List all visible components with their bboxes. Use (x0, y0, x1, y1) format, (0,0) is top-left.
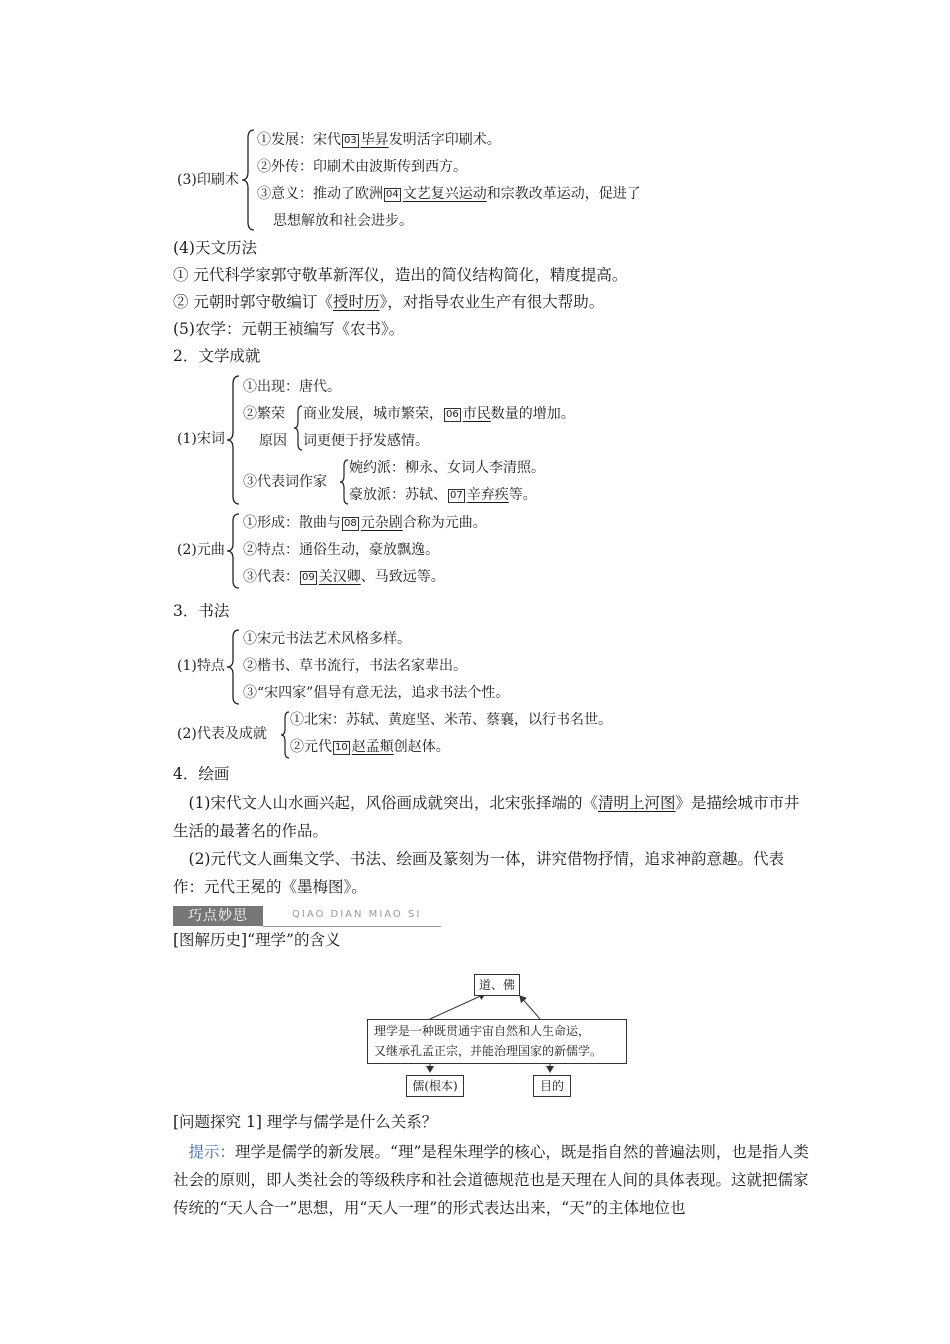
agriculture: (5)农学：元朝王祯编写《农书》。 (173, 320, 405, 338)
songci-label: (1)宋词 (177, 431, 225, 447)
yuanqu-item-2: ②特点：通俗生动，豪放飘逸。 (243, 542, 439, 558)
answer: 提示：理学是儒学的新发展。“理”是程朱理学的核心，既是指自然的普遍法则，也是指人类社会的原则，即人类社会的等级秩序和社会道德规范也是天理在人间的具体表现。这就把儒家传统的“天人合一”思想，用“天人一理”的形式表达出来，“天”的主体地位也 (173, 1143, 809, 1217)
yuanqu-item-1: ①形成：散曲与 08 元杂剧合称为元曲。 (243, 515, 487, 531)
calligraphy-feature-3: ③“宋四家”倡导有意无法，追求书法个性。 (243, 685, 510, 701)
printing-line-4: 思想解放和社会进步。 (273, 213, 413, 229)
diagram-center-line-1: 理学是一种既贯通宇宙自然和人生命运， (374, 1024, 591, 1038)
songci-item-2a: ②繁荣 (243, 406, 285, 422)
yuanqu-item-3: ③代表： 09 关汉卿、马致远等。 (243, 569, 445, 585)
astronomy-heading: (4)天文历法 (173, 239, 257, 257)
calligraphy-rep-1: ①北宋：苏轼、黄庭坚、米芾、蔡襄，以行书名世。 (290, 712, 612, 728)
diagram-box-center (367, 1019, 627, 1064)
painting-para-1: (1)宋代文人山水画兴起，风俗画成就突出，北宋张择端的《清明上河图》是描绘城市市井生活的最著名的作品。 (173, 794, 800, 840)
astronomy-item-2: ② 元朝时郭守敬编订《授时历》，对指导农业生产有很大帮助。 (173, 293, 605, 311)
songci-reason-2: 词更便于抒发感情。 (303, 433, 429, 449)
yuanqu-label: (2)元曲 (177, 542, 225, 558)
tips-banner-pinyin: QIAO DIAN MIAO SI (292, 909, 422, 920)
diagram-center-line-2: 又继承孔孟正宗，并能治理国家的新儒学。 (374, 1044, 603, 1058)
calligraphy-feature-2: ②楷书、草书流行，书法名家辈出。 (243, 658, 467, 674)
printing-brace (240, 128, 256, 232)
songci-poets-2: 豪放派：苏轼、 07 辛弃疾等。 (349, 487, 537, 503)
songci-reason-1: 商业发展，城市繁荣， 06 市民数量的增加。 (303, 406, 575, 422)
songci-brace (225, 374, 241, 506)
calligraphy-rep-2: ②元代 10 赵孟頫创赵体。 (290, 739, 450, 755)
calligraphy-feature-brace (225, 628, 241, 706)
diagram-box-bottom-left: 儒(根本) (406, 1075, 464, 1097)
printing-line-3: ③意义：推动了欧洲 04 文艺复兴运动和宗教改革运动，促进了 (257, 186, 641, 202)
tips-banner: 巧点妙思 (173, 906, 263, 926)
printing-line-1: ①发展：宋代 03 毕昇发明活字印刷术。 (257, 132, 501, 148)
calligraphy-heading: 3．书法 (173, 602, 230, 620)
diagram-box-top: 道、佛 (474, 974, 520, 996)
diagram-box-bottom-right: 目的 (533, 1075, 571, 1097)
calligraphy-rep-label: (2)代表及成就 (177, 726, 267, 742)
songci-item-2b: 原因 (259, 433, 287, 449)
hint-label: 提示： (188, 1143, 236, 1161)
diagram-title: [图解历史]“理学”的含义 (173, 931, 341, 949)
calligraphy-feature-1: ①宋元书法艺术风格多样。 (243, 631, 411, 647)
printing-line-2: ②外传：印刷术由波斯传到西方。 (257, 159, 467, 175)
literature-heading: 2．文学成就 (173, 347, 261, 365)
tips-banner-rule (263, 926, 441, 927)
calligraphy-feature-label: (1)特点 (177, 658, 225, 674)
songci-poets-1: 婉约派：柳永、女词人李清照。 (349, 460, 545, 476)
painting-heading: 4．绘画 (173, 765, 230, 783)
printing-label: (3)印刷术 (177, 172, 239, 188)
astronomy-item-1: ① 元代科学家郭守敬革新浑仪，造出的简仪结构简化，精度提高。 (173, 266, 628, 284)
yuanqu-brace (225, 512, 241, 590)
painting-para-2: (2)元代文人画集文学、书法、绘画及篆刻为一体，讲究借物抒情，追求神韵意趣。代表作：元代王冕的《墨梅图》。 (173, 850, 784, 896)
songci-item-1: ①出现：唐代。 (243, 379, 341, 395)
question: [问题探究 1] 理学与儒学是什么关系？ (173, 1113, 438, 1131)
songci-item-3: ③代表词作家 (243, 474, 327, 490)
